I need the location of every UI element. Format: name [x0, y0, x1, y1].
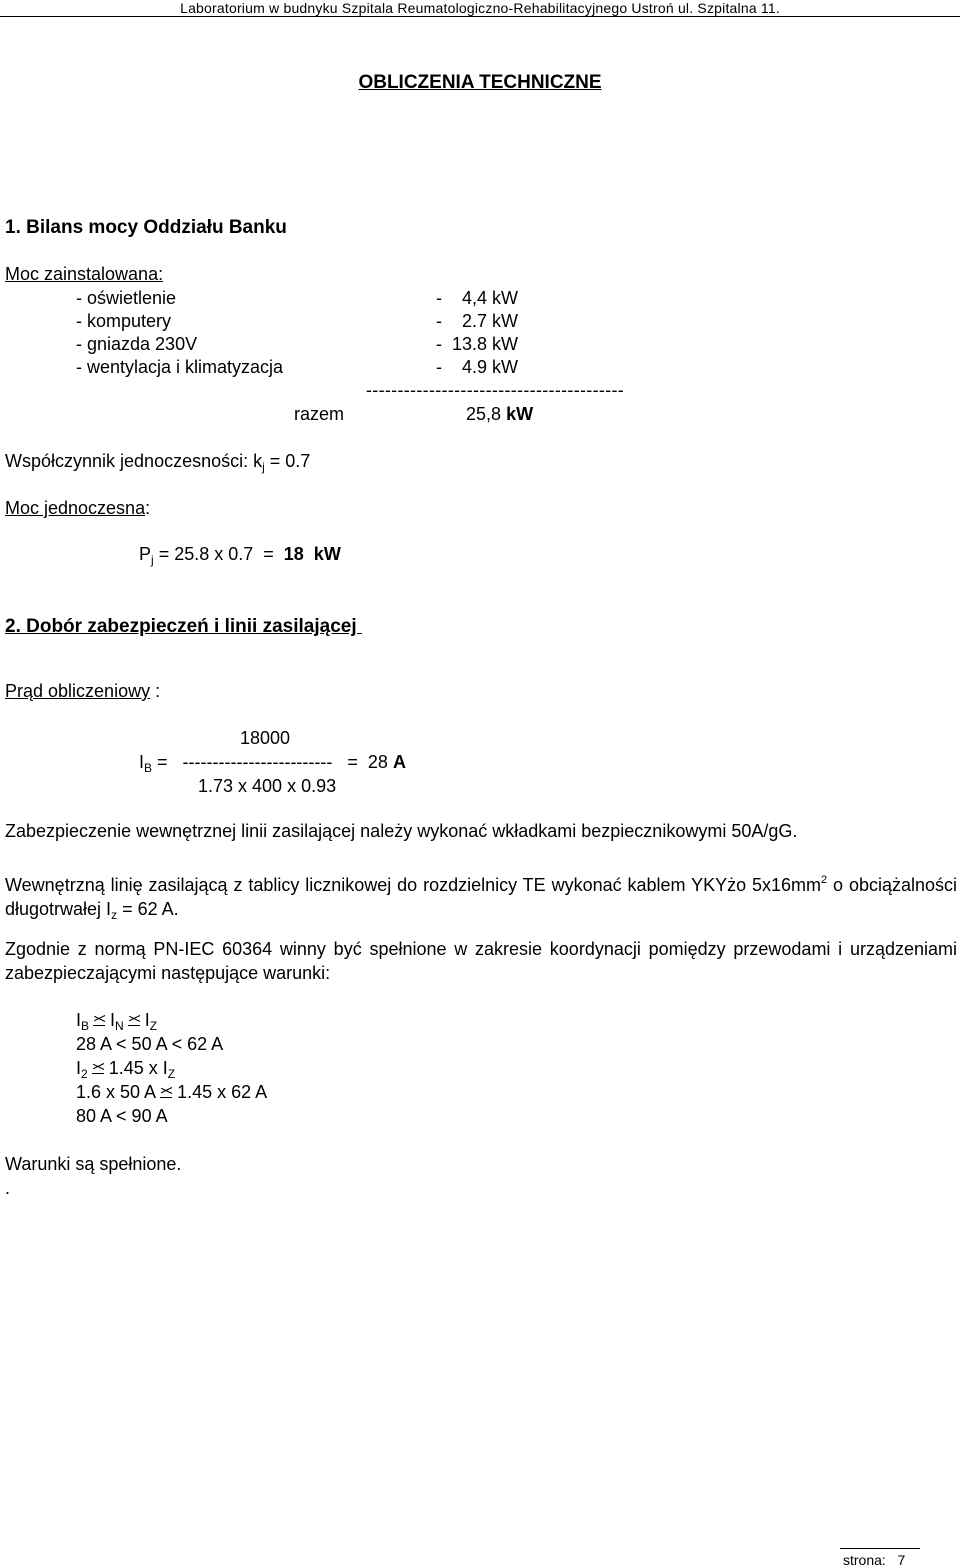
coef-value: = 0.7 — [264, 451, 311, 471]
item-value-sockets: - 13.8 kW — [436, 334, 519, 354]
item-name-sockets: - gniazda 230V — [76, 334, 198, 354]
cable-paragraph — [5, 868, 957, 927]
condition-2: 28 A < 50 A < 62 A — [76, 1034, 224, 1054]
ib-unit: A — [392, 752, 406, 772]
pj-symbol: P — [139, 544, 152, 564]
installed-power-label: Moc zainstalowana: — [5, 264, 164, 284]
page-number: 7 — [897, 1552, 906, 1568]
item-name-ventilation: - wentylacja i klimatyzacja — [76, 357, 284, 377]
ib-numerator: 18000 — [240, 728, 291, 748]
conclusion: Warunki są spełnione. — [5, 1154, 182, 1174]
simultaneous-power-label — [5, 498, 150, 519]
coef-label: Współczynnik jednoczesności: k — [5, 451, 263, 471]
ib-formula — [139, 752, 406, 775]
cable-text-b: o obciążalności długotrwałej I — [5, 875, 958, 919]
c3-mid: 1.45 x I — [108, 1058, 168, 1078]
c1-s2: N — [115, 1019, 124, 1033]
header-rule — [0, 16, 960, 17]
fuse-paragraph: Zabezpieczenie wewnętrznej linii zasilającej należy wykonać wkładkami bezpiecznikowymi 50A/gG. — [5, 821, 798, 841]
ib-subscript: B — [144, 761, 153, 775]
c4-right: 1.45 x 62 A — [177, 1082, 268, 1102]
less-equal-icon — [160, 1084, 173, 1098]
item-name-computers: - komputery — [76, 311, 172, 331]
less-equal-icon — [128, 1012, 141, 1026]
cable-text-a: Wewnętrzną linię zasilającą z tablicy licznikowej do rozdzielnicy TE wykonać kablem YKYżo 5x16mm — [5, 875, 822, 895]
page-footer — [843, 1552, 905, 1568]
c1-i1: I — [76, 1010, 82, 1030]
c1-s3: Z — [149, 1019, 158, 1033]
condition-4 — [76, 1082, 267, 1103]
cable-text-c: = 62 A. — [117, 899, 179, 919]
less-equal-icon — [92, 1060, 105, 1074]
cable-subscript: z — [111, 908, 118, 922]
standard-paragraph: Zgodnie z normą PN-IEC 60364 winny być spełnione w zakresie koordynacji pomiędzy przewodami i urządzeniami zabezpieczającymi następujące warunki: — [5, 939, 957, 983]
ib-symbol: I — [139, 752, 145, 772]
pj-result: 18 kW — [283, 544, 341, 564]
document-title: OBLICZENIA TECHNICZNE — [358, 72, 602, 93]
total-label: razem — [294, 404, 345, 424]
c3-s2: Z — [167, 1067, 176, 1081]
ib-equation: = ------------------------- = 28 — [152, 752, 393, 772]
total-number: 25,8 — [466, 404, 502, 424]
c1-s1: B — [81, 1019, 90, 1033]
c3-i1: I — [76, 1058, 82, 1078]
pj-expression: = 25.8 x 0.7 = — [153, 544, 284, 564]
less-equal-icon — [93, 1012, 106, 1026]
c1-i2: I — [110, 1010, 116, 1030]
condition-1 — [76, 1010, 157, 1033]
section-1-heading: 1. Bilans mocy Oddziału Banku — [5, 217, 287, 238]
pj-subscript: j — [151, 553, 154, 567]
current-label-text: Prąd obliczeniowy — [5, 681, 151, 701]
item-name-lighting: - oświetlenie — [76, 288, 177, 308]
c3-s1: 2 — [81, 1067, 88, 1081]
design-current-label — [5, 681, 160, 702]
current-label-colon: : — [150, 681, 161, 701]
c4-left: 1.6 x 50 A — [76, 1082, 157, 1102]
total-value — [466, 404, 533, 425]
item-value-ventilation: - 4.9 kW — [436, 357, 519, 377]
c1-i3: I — [144, 1010, 150, 1030]
item-value-lighting: - 4,4 kW — [436, 288, 519, 308]
pj-formula — [139, 544, 341, 567]
item-value-computers: - 2.7 kW — [436, 311, 519, 331]
simultaneity-coefficient — [5, 451, 310, 474]
total-unit: kW — [506, 404, 534, 424]
page-label: strona: — [843, 1552, 886, 1568]
condition-5: 80 A < 90 A — [76, 1106, 168, 1126]
simul-label-colon: : — [145, 498, 151, 518]
ib-denominator: 1.73 x 400 x 0.93 — [198, 776, 337, 796]
section-2-heading: 2. Dobór zabezpieczeń i linii zasilającej — [5, 616, 362, 637]
cable-superscript: 2 — [821, 874, 828, 886]
page-header: Laboratorium w budnyku Szpitala Reumatologiczno-Rehabilitacyjnego Ustroń ul. Szpitalna 11. — [180, 0, 780, 16]
sum-separator: ----------------------------------------- — [366, 380, 625, 400]
footer-rule — [840, 1548, 920, 1549]
condition-3 — [76, 1058, 175, 1081]
coef-subscript: j — [262, 460, 265, 474]
simul-label-text: Moc jednoczesna — [5, 498, 146, 518]
trailing-dot: . — [5, 1178, 11, 1198]
